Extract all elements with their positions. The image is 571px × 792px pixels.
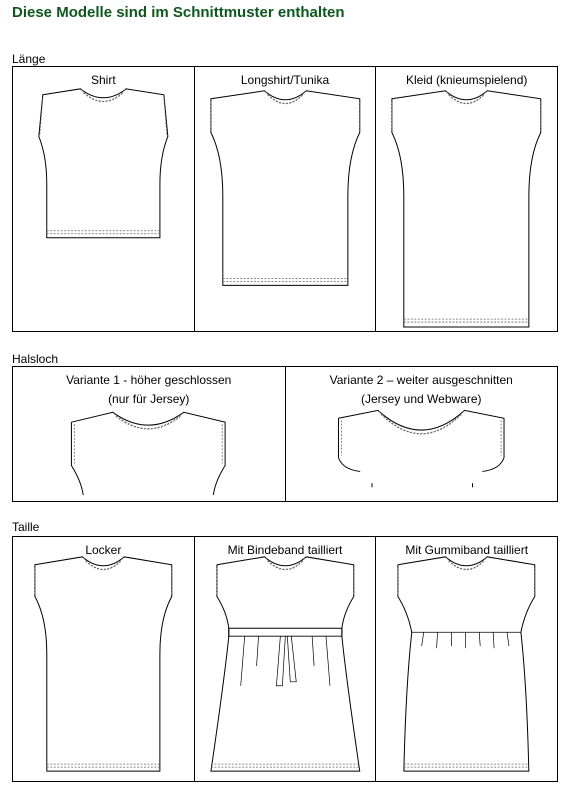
gummiband-illustration xyxy=(376,537,557,781)
section-label-halsloch: Halsloch xyxy=(12,352,59,366)
caption-variante2-line2: (Jersey und Webware) xyxy=(361,392,482,406)
section-label-taille: Taille xyxy=(12,520,40,534)
bindeband-illustration xyxy=(195,537,376,781)
caption-kleid: Kleid (knieumspielend) xyxy=(405,73,528,87)
caption-variante1-line1: Variante 1 - höher geschlossen xyxy=(66,373,232,387)
halsloch-cell-variante1 xyxy=(13,367,286,501)
taille-cell-bindeband xyxy=(195,537,377,781)
longshirt-illustration xyxy=(195,67,376,331)
variante1-illustration xyxy=(13,367,285,501)
taille-cell-locker xyxy=(13,537,195,781)
caption-locker: Locker xyxy=(85,543,122,557)
halsloch-box xyxy=(12,366,558,502)
laenge-cell-kleid xyxy=(376,67,557,331)
shirt-illustration xyxy=(13,67,194,331)
caption-longshirt: Longshirt/Tunika xyxy=(240,73,330,87)
laenge-box xyxy=(12,66,558,332)
kleid-illustration xyxy=(376,67,557,331)
laenge-cell-shirt xyxy=(13,67,195,331)
locker-illustration xyxy=(13,537,194,781)
caption-variante2-line1: Variante 2 – weiter ausgeschnitten xyxy=(329,373,513,387)
caption-gummiband: Mit Gummiband tailliert xyxy=(405,543,529,557)
caption-shirt: Shirt xyxy=(90,73,116,87)
variante2-illustration xyxy=(286,367,558,501)
page-title: Diese Modelle sind im Schnittmuster enthalten xyxy=(12,4,345,21)
laenge-cell-longshirt xyxy=(195,67,377,331)
taille-box xyxy=(12,536,558,782)
halsloch-cell-variante2 xyxy=(286,367,558,501)
section-label-laenge: Länge xyxy=(12,52,46,66)
taille-cell-gummiband xyxy=(376,537,557,781)
caption-bindeband: Mit Bindeband tailliert xyxy=(227,543,343,557)
caption-variante1-line2: (nur für Jersey) xyxy=(108,392,190,406)
